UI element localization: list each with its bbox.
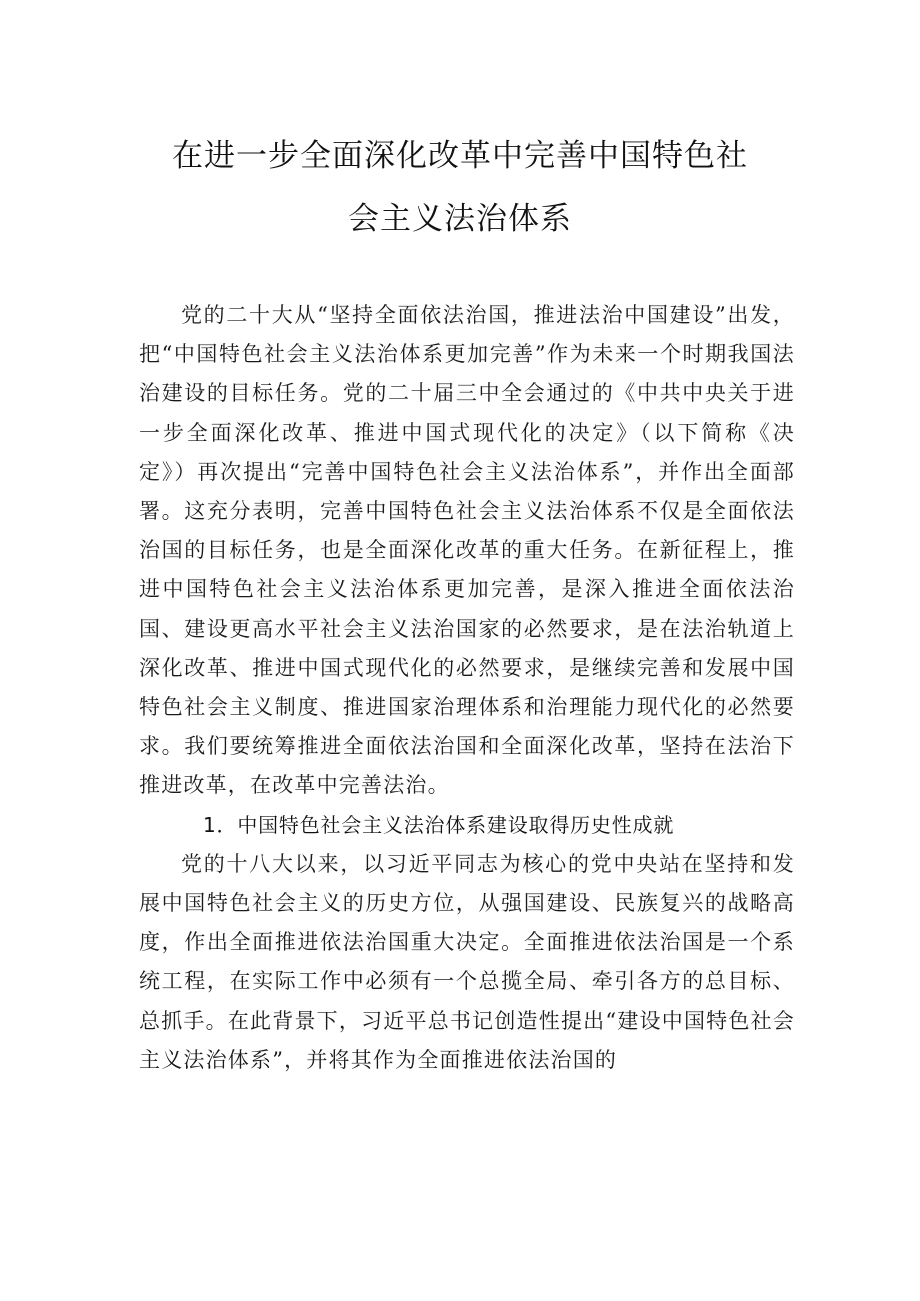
- paragraph-section-1: 党的十八大以来，以习近平同志为核心的党中央站在坚持和发展中国特色社会主义的历史方位，从强国建设、民族复兴的战略高度，作出全面推进依法治国重大决定。全面推进依法治国是一个系统工程，在实际工作中必须有一个总揽全局、牵引各方的总目标、总抓手。在此背景下，习近平总书记创造性提出“建设中国特色社会主义法治体系”，并将其作为全面推进依法治国的: [139, 851, 795, 1072]
- paragraph-intro: 党的二十大从“坚持全面依法治国，推进法治中国建设”出发，把“中国特色社会主义法治体系更加完善”作为未来一个时期我国法治建设的目标任务。党的二十届三中全会通过的《中共中央关于进一步全面深化改革、推进中国式现代化的决定》（以下简称《决定》）再次提出“完善中国特色社会主义法治体系”，并作出全面部署。这充分表明，完善中国特色社会主义法治体系不仅是全面依法治国的目标任务，也是全面深化改革的重大任务。在新征程上，推进中国特色社会主义法治体系更加完善，是深入推进全面依法治国、建设更高水平社会主义法治国家的必然要求，是在法治轨道上深化改革、推进中国式现代化的必然要求，是继续完善和发展中国特色社会主义制度、推进国家治理体系和治理能力现代化的必然要求。我们要统筹推进全面依法治国和全面深化改革，坚持在法治下推进改革，在改革中完善法治。: [139, 303, 795, 798]
- section-heading-1: 1．中国特色社会主义法治体系建设取得历史性成就: [203, 812, 675, 837]
- document-body: [139, 296, 795, 1080]
- document-title-line-2: 会主义法治体系: [348, 201, 572, 237]
- document-title-line-1: 在进一步全面深化改革中完善中国特色社: [172, 138, 748, 174]
